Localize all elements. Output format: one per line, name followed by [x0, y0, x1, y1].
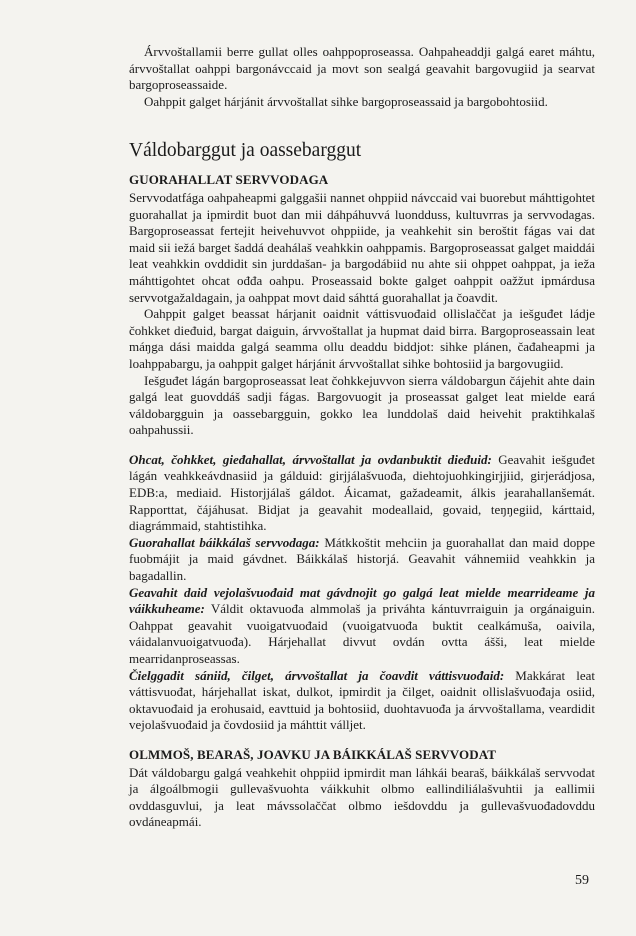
guorahallat-paragraph-1: Servvodatfága oahpaheapmi galggašii nannet ohppiid návccaid vai buorebut máhttigohtet guorahallat ja ipmirdit buot dan mii dáhpáhuvvá luondduss, kultuvrras ja servvodagas. Bargoproseassat fertejit heivehuvvot ohppiide, ja veahkehit sin beroštit fágas vai dat maid sii iežá barget šaddá deahálaš veahkkin oahppamis. Bargoproseassat galget maiddái leat veahkkin ovddidit sin jurddašan- ja bargodábiid nu ahte sii ohppet oahppat, ja ieža máhttigohtet ohcat ođđa oahpu. Proseassaid bokte galget oahppit oažžut ipmárdusa servvotgažaldagain, ja oahppat movt daid sáhttá guorahallat ja čoavdit.	[129, 189, 595, 305]
heading-guorahallat: GUORAHALLAT SERVVODAGA	[129, 172, 329, 188]
spacer	[129, 734, 595, 747]
item-text: Váldit oktavuođa almmolaš ja priváhta kántuvrraiguin ja orgánaiguin. Oahppat geavahit vuoigatvuođaid (vuoigatvuođa buktit cealkámuša, oaivila, váidalanvuoigatvuođa). Hárjehallat divvut ovdán ovtta ášši, leat mielde mearridanproseassas.	[129, 601, 595, 666]
text-column	[129, 44, 595, 831]
guorahallat-paragraph-2: Oahppit galget beassat hárjanit oaidnit váttisvuođaid ollislaččat ja iešguđet ládje čohkket dieđuid, bargat daiguin, árvvoštallat ja hupmat daid birra. Bargoproseassain leat máŋga dási maidda galgá seamma ollu deaddu biddjot: sihke plánen, čađaheapmi ja loahppabargu, ja oahppit galget hárjánit árvvoštallat sihke bohtosiid ja bargovugiid.	[129, 306, 595, 371]
item-text: Geavahit iešguđet lágán veahkkeávdnasiid ja gálduid: girjjálašvuođa, diehtojuohkingirjjiid, girjerádjosa, EDB:a, mediaid. Historjjálaš gáldot. Áicamat, gažadeamit, álkis jearahallanšemát. Rapporttat, čájáhusat. Bidjat ja geavahit modeallaid, govaid, teŋŋegiid, kárttaid, diagrámmaid, stahtistihka.	[129, 451, 595, 534]
intro-paragraph-2: Oahppit galget hárjánit árvvoštallat sihke bargoproseassaid ja bargobohtosiid.	[144, 93, 548, 109]
intro-paragraph-1: Árvvoštallamii berre gullat olles oahppoproseassa. Oahpaheaddji galgá earet máhtu, árvvoštallat oahppi bargonávccaid ja movt son sealgá geavahit bargovugiid ja searvat bargoproseassaide.	[129, 44, 595, 93]
item-guorahallat	[129, 535, 595, 585]
item-term: Guorahallat báikkálaš servvodaga:	[129, 534, 320, 550]
item-geavahit	[129, 585, 595, 668]
section-title: Váldobarggut ja oassebarggut	[129, 140, 362, 162]
item-cielggadit	[129, 668, 595, 734]
page-number: 59	[575, 873, 589, 888]
guorahallat-paragraph-3: Iešguđet lágán bargoproseassat leat čohkkejuvvon sierra váldobargun čájehit ahte dain galgá leat guovddáš sadji fágas. Bargovuogit ja proseassat galget leat mielde eará váldobargguin ja oassebargguin, gokko lea lunddolaš daid heivehit praktihkalaš oahpahussii.	[129, 372, 595, 438]
item-term: Geavahit daid vejolašvuođaid mat gávdnojit go galgá leat mielde mearrideame ja váikkuheame:	[129, 584, 595, 617]
spacer	[129, 439, 595, 452]
item-text: Makkárat leat váttisvuođat, hárjehallat iskat, dulkot, ipmirdit ja čilget, oaidnit ollislašvuođaja osiid, oktavuođaid ja erohusaid, eavttuid ja bohtosiid, duohtavuođa ja árvvoštallama, veardidit vejolašvuođaid ja čovdosiid ja máhttit válljet.	[129, 667, 595, 733]
item-term: Čielggadit sániid, čilget, árvvoštallat ja čoavdit váttisvuođaid:	[129, 667, 505, 683]
item-text: Mátkkoštit mehciin ja guorahallat dan maid doppe fuobmájit ja maid gávdnet. Báikkálaš historjá. Geavahit váhnemiid veahkkin ja bagadallin.	[129, 534, 595, 584]
olmmos-paragraph-1: Dát váldobargu galgá veahkehit ohppiid ipmirdit man láhkái bearaš, báikkálaš servvodat ja álgoálbmogii gullevašvuohta váikkuhit olbmo eallindiliálašvuhtii ja eallimii ovddasguvlui, ja leat mávssolaččat olbmo iešdovddu ja gullevašvuođadovddu ovdáneapmái.	[129, 764, 595, 830]
item-term: Ohcat, čohkket, gieđahallat, árvvoštallat ja ovdanbuktit dieđuid:	[129, 451, 492, 467]
item-ohcat	[129, 452, 595, 535]
heading-olmmos: OLMMOŠ, BEARAŠ, JOAVKU JA BÁIKKÁLAŠ SERVVODAT	[129, 746, 496, 762]
